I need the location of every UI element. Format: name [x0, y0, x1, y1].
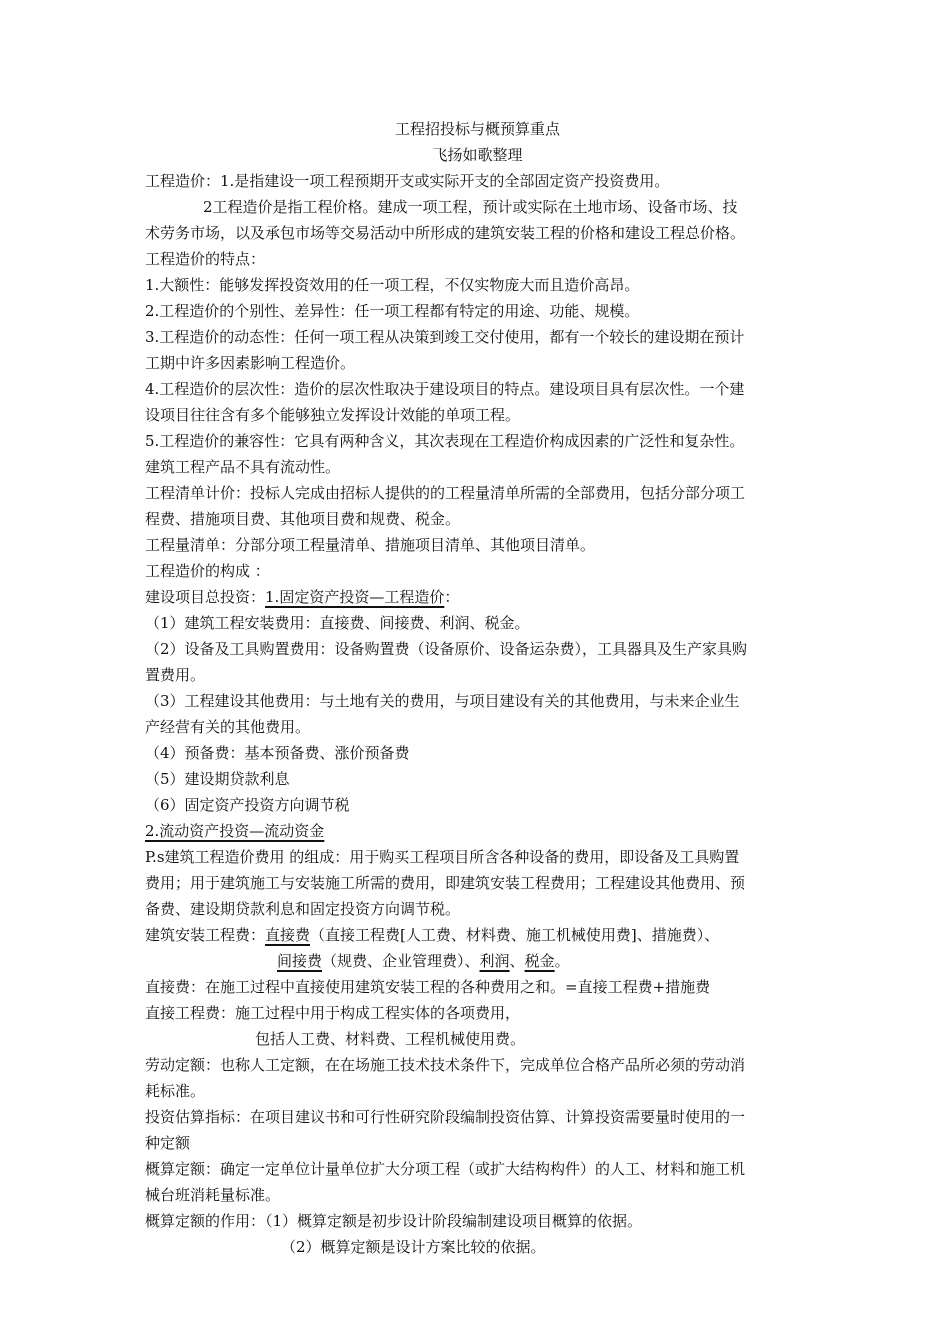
text-line: 4.工程造价的层次性：造价的层次性取决于建设项目的特点。建设项目具有层次性。一个建	[145, 380, 745, 398]
underlined-text: 利润	[479, 952, 510, 970]
text-line: 械台班消耗量标准。	[145, 1186, 281, 1204]
text-line	[145, 948, 810, 974]
list-item: （2）设备及工具购置费用：设备购置费（设备原价、设备运杂费），工具器具及生产家具购	[145, 640, 748, 658]
text-line: 3.工程造价的动态性：任何一项工程从决策到竣工交付使用，都有一个较长的建设期在预计	[145, 328, 745, 346]
text-span: 、	[509, 952, 525, 970]
text-line: 工程造价：1.是指建设一项工程预期开支或实际开支的全部固定资产投资费用。	[145, 172, 670, 190]
text-line: 工期中许多因素影响工程造价。	[145, 354, 356, 372]
text-line: 劳动定额：也称人工定额，在在场施工技术技术条件下，完成单位合格产品所必须的劳动消	[145, 1056, 746, 1074]
list-item: （4）预备费：基本预备费、涨价预备费	[145, 744, 410, 762]
text-span: 建筑安装工程费：	[145, 926, 266, 944]
text-line	[145, 584, 810, 610]
section-heading: 工程造价的构成 ：	[145, 562, 270, 580]
document-title: 工程招投标与概预算重点	[394, 120, 560, 138]
text-line: （2）概算定额是设计方案比较的依据。	[281, 1238, 546, 1256]
text-span: ：	[444, 588, 460, 606]
underlined-text: 直接费	[265, 926, 311, 944]
text-line: 直接费：在施工过程中直接使用建筑安装工程的各种费用之和。=直接工程费+措施费	[145, 978, 711, 996]
text-line: 2.工程造价的个别性、差异性：任一项工程都有特定的用途、功能、规模。	[145, 302, 640, 320]
text-line: 概算定额的作用：（1）概算定额是初步设计阶段编制建设项目概算的依据。	[145, 1212, 643, 1230]
text-span: 建设项目总投资：	[145, 588, 266, 606]
text-line: 费用；用于建筑施工与安装施工所需的费用，即建筑安装工程费用；工程建设其他费用、预	[145, 874, 746, 892]
text-line: 工程量清单：分部分项工程量清单、措施项目清单、其他项目清单。	[145, 536, 596, 554]
text-line: 术劳务市场，以及承包市场等交易活动中所形成的建筑安装工程的价格和建设工程总价格。	[145, 224, 746, 242]
underlined-text: 2.流动资产投资—流动资金	[145, 822, 325, 840]
text-line: 置费用。	[145, 666, 206, 684]
text-line	[145, 922, 810, 948]
underlined-text: 间接费	[277, 952, 323, 970]
text-line: 工程清单计价：投标人完成由招标人提供的的工程量清单所需的全部费用，包括分部分项工	[145, 484, 746, 502]
underlined-text: 税金	[524, 952, 555, 970]
document-body	[145, 116, 810, 1260]
document-subtitle: 飞扬如歌整理	[432, 146, 523, 164]
list-item: （6）固定资产投资方向调节税	[145, 796, 350, 814]
text-span: （直接工程费[人工费、材料费、施工机械使用费]、措施费）、	[310, 926, 720, 944]
underlined-text: 1.固定资产投资—工程造价	[265, 588, 445, 606]
text-line: 1.大额性：能够发挥投资效用的任一项工程，不仅实物庞大而且造价高昂。	[145, 276, 640, 294]
text-line: 产经营有关的其他费用。	[145, 718, 311, 736]
text-line: 耗标准。	[145, 1082, 206, 1100]
section-heading	[145, 818, 810, 844]
text-line: 包括人工费、材料费、工程机械使用费。	[255, 1030, 526, 1048]
text-line: 备费、建设期贷款利息和固定投资方向调节税。	[145, 900, 461, 918]
text-span: （规费、企业管理费）、	[322, 952, 480, 970]
text-span: 。	[554, 952, 570, 970]
text-line: 5.工程造价的兼容性：它具有两种含义，其次表现在工程造价构成因素的广泛性和复杂性。	[145, 432, 745, 450]
list-item: （1）建筑工程安装费用：直接费、间接费、利润、税金。	[145, 614, 530, 632]
text-line: 投资估算指标：在项目建议书和可行性研究阶段编制投资估算、计算投资需要量时使用的一	[145, 1108, 746, 1126]
text-line: 概算定额：确定一定单位计量单位扩大分项工程（或扩大结构构件）的人工、材料和施工机	[145, 1160, 746, 1178]
list-item: （3）工程建设其他费用：与土地有关的费用，与项目建设有关的其他费用，与未来企业生	[145, 692, 740, 710]
text-line: 设项目往往含有多个能够独立发挥设计效能的单项工程。	[145, 406, 521, 424]
list-item: （5）建设期贷款利息	[145, 770, 290, 788]
text-line: 2工程造价是指工程价格。建成一项工程，预计或实际在土地市场、设备市场、技	[203, 198, 738, 216]
text-line: 程费、措施项目费、其他项目费和规费、税金。	[145, 510, 461, 528]
text-line: 直接工程费：施工过程中用于构成工程实体的各项费用，	[145, 1004, 521, 1022]
text-line: P.s建筑工程造价费用 的组成：用于购买工程项目所含各种设备的费用，即设备及工具购置	[145, 848, 740, 866]
text-line: 建筑工程产品不具有流动性。	[145, 458, 341, 476]
text-line: 种定额	[145, 1134, 191, 1152]
section-heading: 工程造价的特点：	[145, 250, 266, 268]
